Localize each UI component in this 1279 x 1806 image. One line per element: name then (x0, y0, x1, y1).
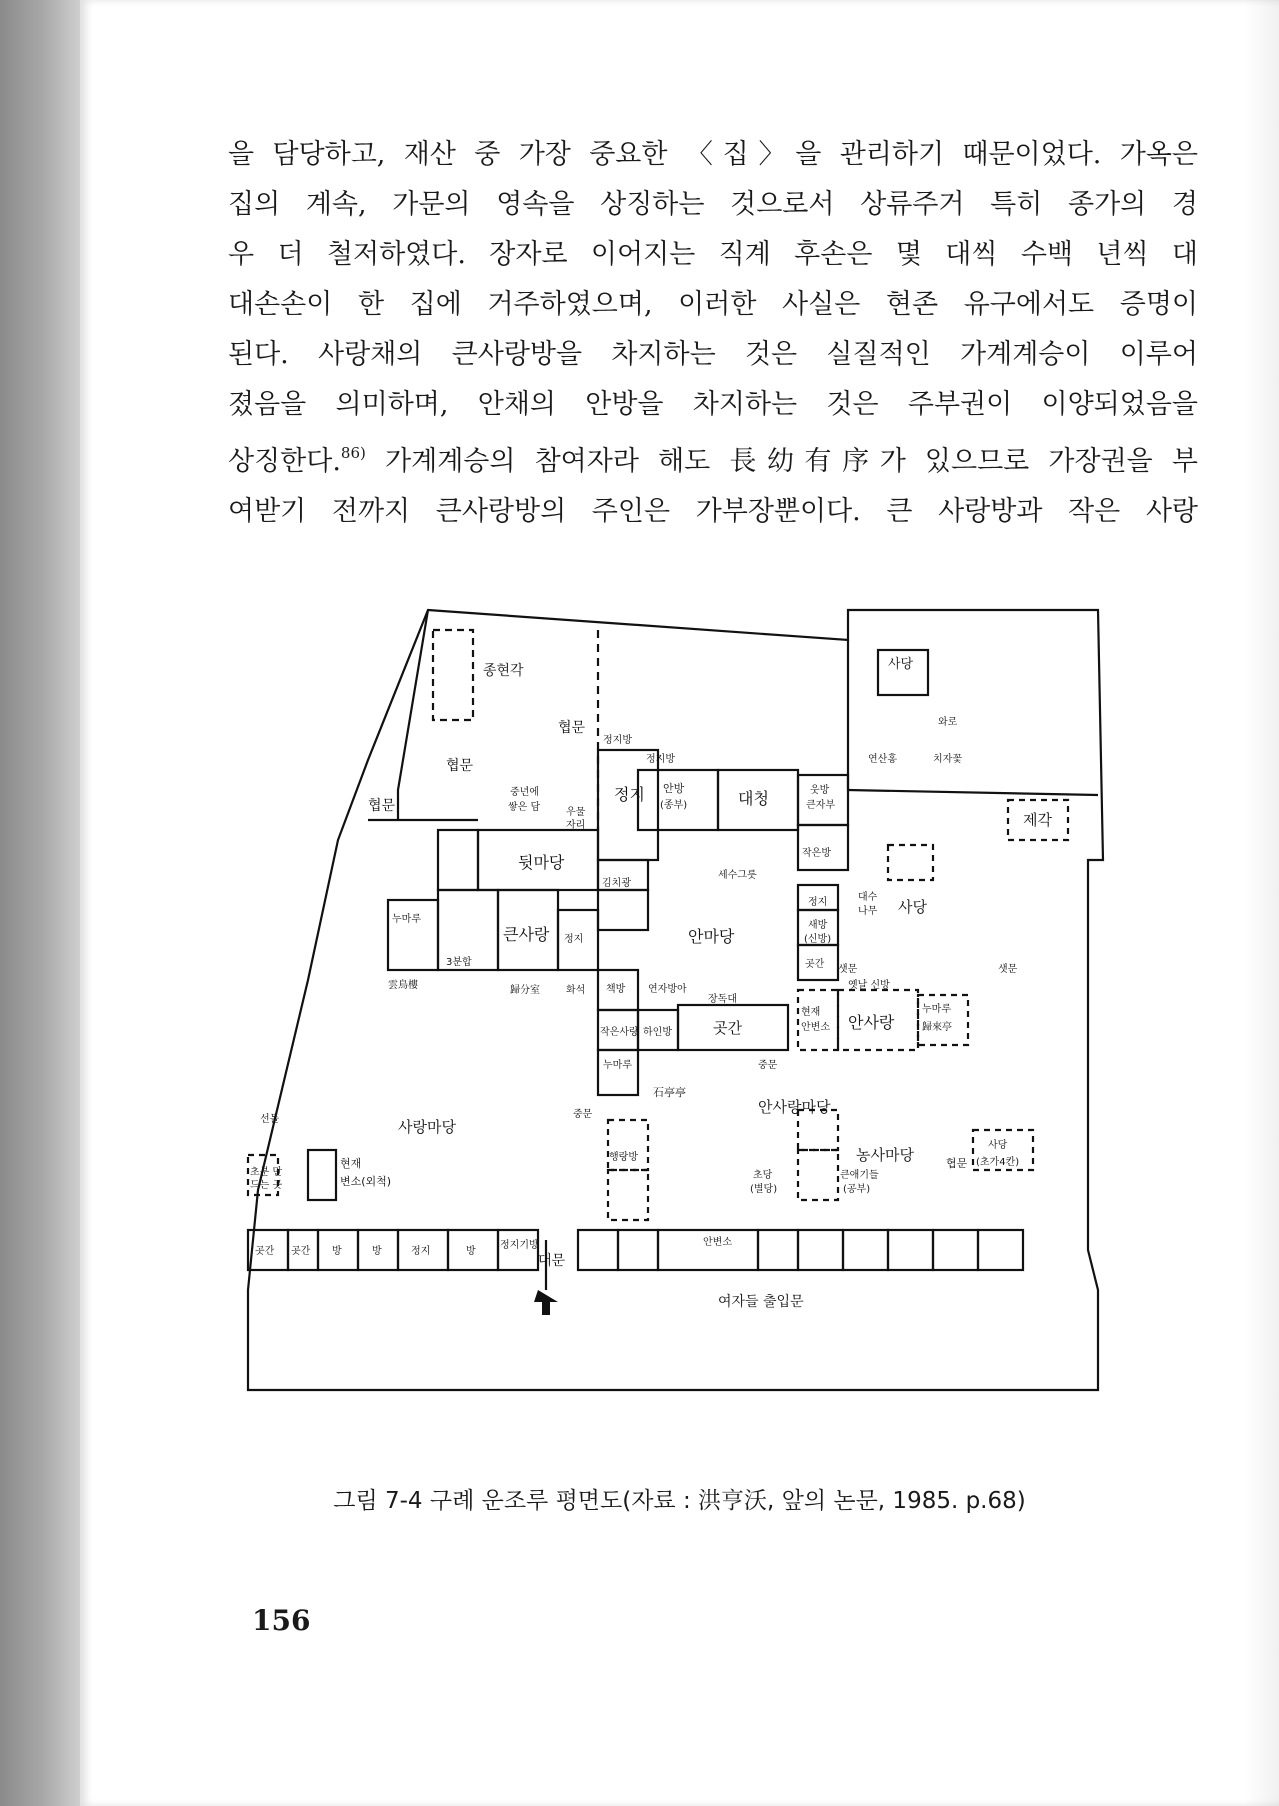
plan-label: 초분 만 (250, 1167, 283, 1178)
text-line: 을 담당하고, 재산 중 가장 중요한 〈집〉을 관리하기 때문이었다. 가옥은 (228, 139, 1198, 170)
footnote-reference: 86) (340, 444, 366, 462)
plan-label: 큰사랑 (503, 925, 550, 944)
plan-label: 샛문 (838, 964, 858, 975)
plan-label: 웃방 (810, 785, 830, 796)
plan-label: 여자들 출입문 (718, 1294, 804, 1310)
plan-label: 정지방 (603, 735, 632, 746)
plan-label: 변소(외척) (340, 1175, 392, 1188)
plan-label: 우물 (566, 807, 586, 818)
plan-label: 안변소 (801, 1022, 830, 1033)
plan-label: (초가4칸) (976, 1157, 1020, 1168)
plan-label: 선돌 (260, 1114, 280, 1125)
plan-label: 중문 (758, 1060, 778, 1071)
plan-label: 3분합 (446, 957, 472, 968)
plan-label: 쌓은 담 (508, 802, 541, 813)
plan-label: 옛날 신방 (848, 980, 890, 991)
plan-label: 새방 (808, 920, 828, 931)
plan-label: 중문 (573, 1109, 593, 1120)
plan-label: 화석 (566, 985, 586, 996)
plan-label: 협문 (446, 758, 474, 774)
plan-label: 와로 (938, 717, 958, 728)
plan-label: 곳간 (805, 959, 825, 970)
plan-label: (공부) (843, 1184, 871, 1195)
text-line: 여받기 전까지 큰사랑방의 주인은 가부장뿐이다. 큰 사랑방과 작은 사랑 (228, 496, 1198, 527)
text-line: 된다. 사랑채의 큰사랑방을 차지하는 것은 실질적인 가계계승이 이루어 (228, 339, 1198, 370)
plan-label: 사랑마당 (398, 1118, 456, 1136)
plan-label: (별당) (750, 1184, 778, 1195)
plan-label: 歸來亭 (922, 1022, 952, 1033)
page-number: 156 (252, 1604, 311, 1637)
plan-label: (종부) (660, 800, 688, 811)
plan-label: 歸分室 (510, 985, 540, 996)
text-line (228, 430, 1198, 487)
plan-label: 책방 (606, 984, 626, 995)
plan-label: 대문 (538, 1253, 566, 1269)
plan-label: 방 (372, 1246, 382, 1257)
plan-label: 행랑방 (609, 1152, 638, 1163)
plan-label: 누마루 (603, 1060, 632, 1071)
plan-label: 협문 (558, 720, 586, 736)
figure-caption: 그림 7-4 구례 운조루 평면도(자료 : 洪亨沃, 앞의 논문, 1985. p.68) (333, 1488, 1026, 1514)
book-page (80, 0, 1279, 1806)
text-line: 졌음을 의미하며, 안채의 안방을 차지하는 것은 주부권이 이양되었음을 (228, 389, 1198, 420)
plan-label: 곳간 (713, 1019, 742, 1037)
plan-label: 石亭亭 (653, 1086, 686, 1099)
plan-label: 큰자부 (806, 800, 835, 811)
plan-label: (신방) (804, 934, 832, 945)
plan-label: 안사랑 (848, 1013, 895, 1032)
plan-label: 정지방 (646, 754, 675, 765)
plan-label: 장독대 (708, 994, 737, 1005)
plan-label: 정지 (614, 785, 645, 804)
plan-label: 제각 (1023, 811, 1052, 829)
plan-label: 치자꽃 (933, 754, 962, 765)
plan-label: 정지기방 (500, 1240, 539, 1251)
plan-label: 중년에 (510, 787, 539, 798)
plan-label: 연자방아 (648, 984, 687, 995)
plan-label: 샛문 (998, 964, 1018, 975)
plan-label: 안방 (663, 782, 685, 795)
body-paragraph (228, 130, 1198, 537)
text-line: 우 더 철저하였다. 장자로 이어지는 직계 후손은 몇 대씩 수백 년씩 대 (228, 239, 1198, 270)
plan-label: 드는 곳 (250, 1180, 283, 1191)
plan-label: 안마당 (688, 927, 735, 946)
plan-label: 세수그릇 (718, 870, 757, 881)
plan-label: 큰애기들 (840, 1170, 879, 1181)
text-line: 집의 계속, 가문의 영속을 상징하는 것으로서 상류주거 특히 종가의 경 (228, 189, 1198, 220)
plan-label: 사당 (988, 1140, 1008, 1151)
plan-label: 연산홍 (868, 754, 897, 765)
plan-label: 자리 (566, 820, 586, 831)
plan-label: 사당 (898, 898, 927, 916)
text-line: 대손손이 한 집에 거주하였으며, 이러한 사실은 현존 유구에서도 증명이 (228, 289, 1198, 320)
plan-label: 사당 (888, 657, 914, 672)
plan-label: 곳간 (291, 1246, 311, 1257)
text-fragment: 상징한다. (228, 446, 341, 477)
plan-label: 하인방 (643, 1027, 672, 1038)
plan-label: 방 (466, 1246, 476, 1257)
floor-plan-figure (198, 590, 1238, 1450)
plan-label: 현재 (801, 1007, 821, 1018)
text-fragment: 가계계승의 참여자라 해도 長幼有序가 있으므로 가장권을 부 (365, 446, 1198, 477)
plan-label: 곳간 (255, 1246, 275, 1257)
plan-label: 정지 (808, 897, 828, 908)
book-spine (0, 0, 80, 1806)
plan-label: 나무 (858, 906, 878, 917)
plan-label: 작은방 (802, 848, 831, 859)
plan-label: 농사마당 (856, 1146, 914, 1164)
plan-label: 초당 (753, 1170, 773, 1181)
plan-label: 김치광 (602, 878, 631, 889)
plan-label: 안사랑마당 (758, 1098, 831, 1116)
plan-label: 뒷마당 (518, 853, 565, 872)
plan-label: 협문 (946, 1157, 968, 1170)
plan-label: 누마루 (392, 914, 421, 925)
plan-label: 안변소 (703, 1237, 732, 1248)
page-edge-shadow (1245, 0, 1279, 1806)
plan-label: 정지 (411, 1246, 431, 1257)
plan-label: 방 (332, 1246, 342, 1257)
plan-label: 대수 (858, 892, 878, 903)
floor-plan-walls (248, 610, 1103, 1390)
plan-label: 종현각 (483, 663, 524, 679)
plan-label: 협문 (368, 798, 396, 814)
plan-label: 작은사랑 (600, 1027, 639, 1038)
plan-label: 정지 (564, 934, 584, 945)
plan-label: 현재 (340, 1157, 362, 1170)
plan-label: 雲鳥樓 (388, 980, 418, 991)
plan-label: 누마루 (922, 1004, 951, 1015)
plan-label: 대청 (738, 789, 769, 808)
